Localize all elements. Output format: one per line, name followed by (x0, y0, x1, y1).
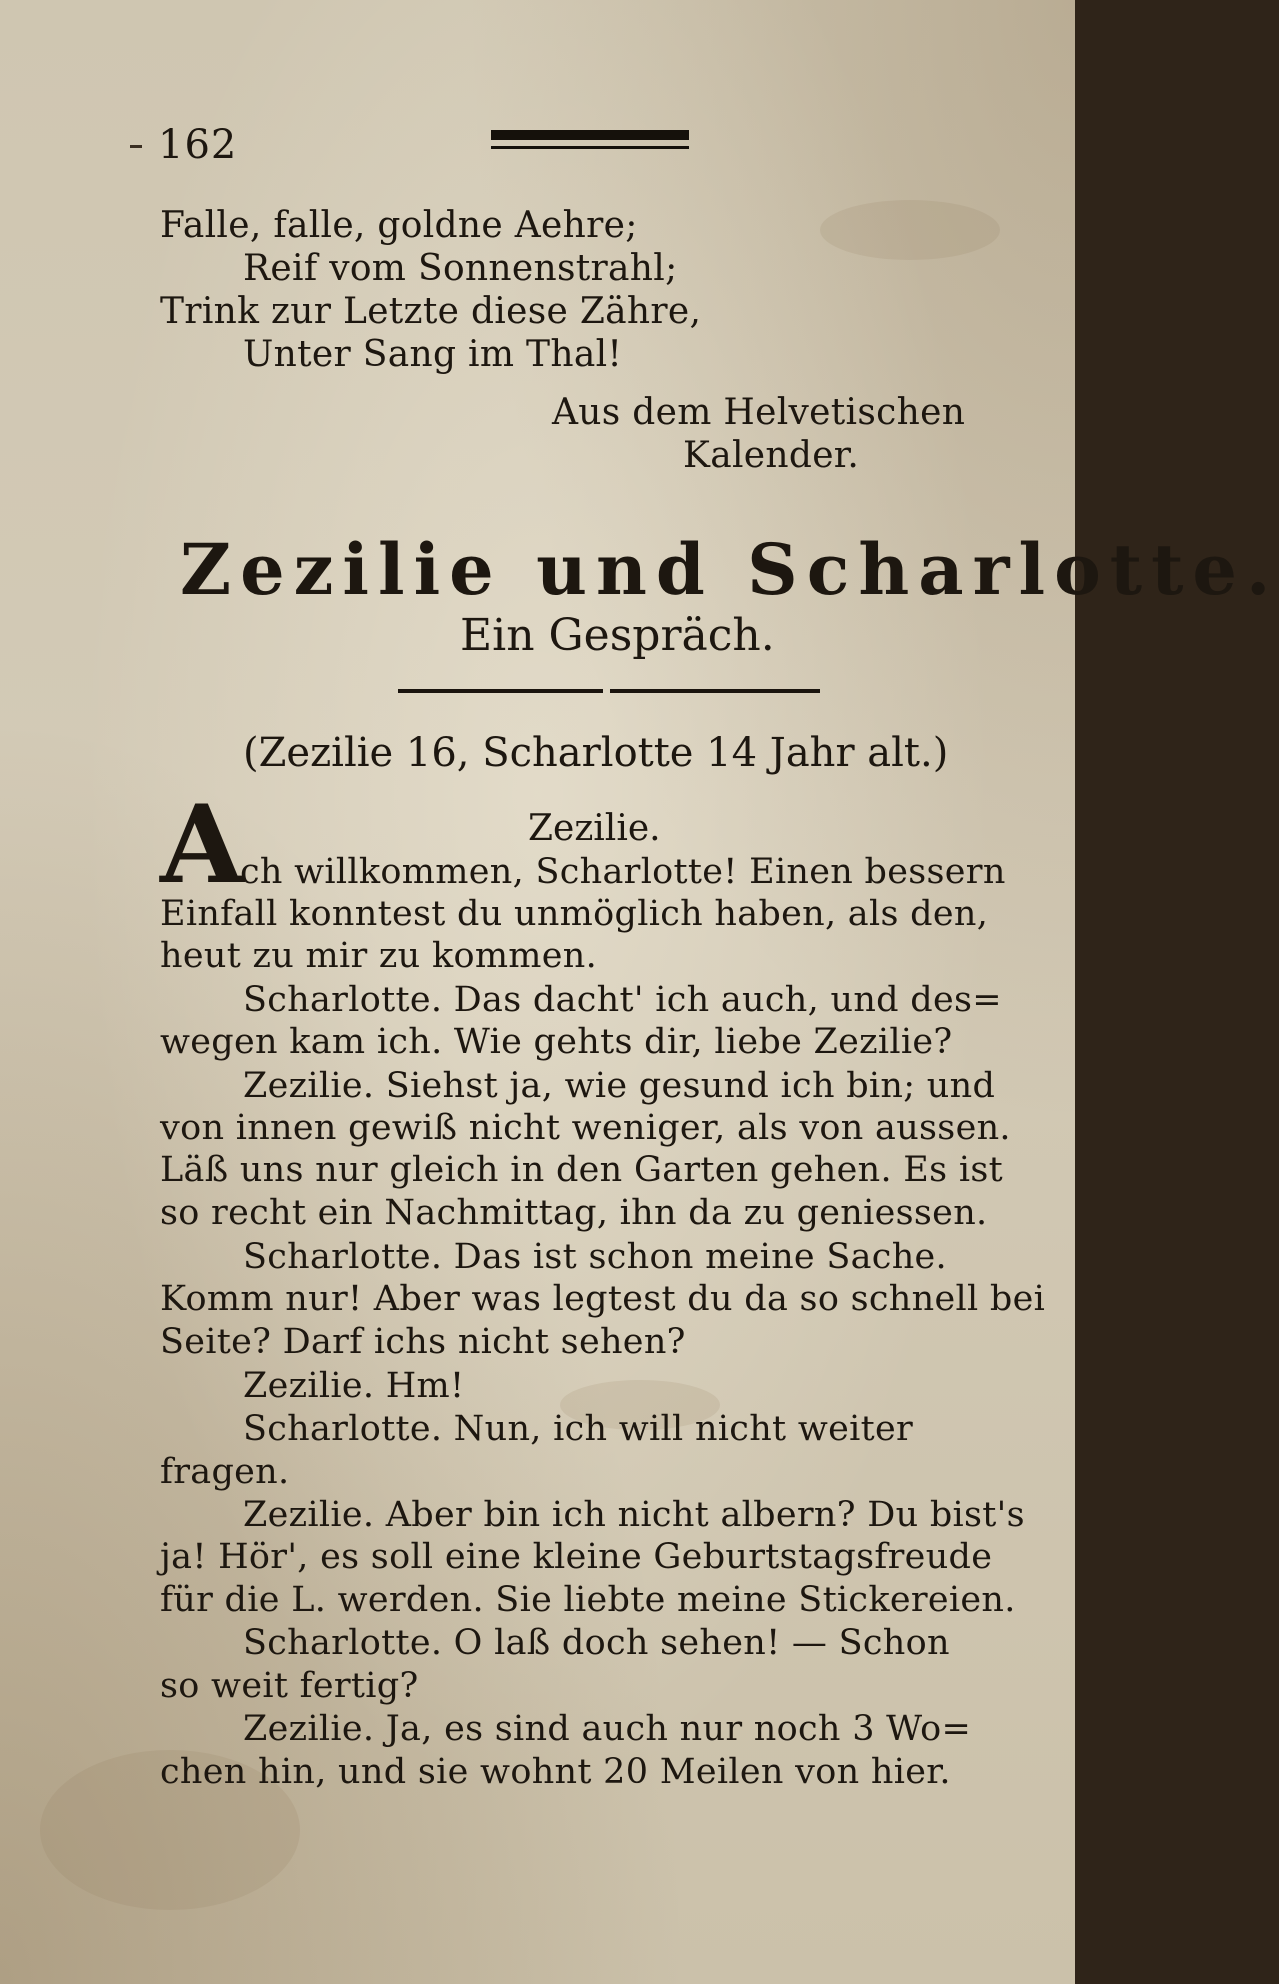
text-line: Seite? Darf ichs nicht sehen? (160, 1322, 686, 1362)
article-title: Zezilie und Scharlotte. (180, 528, 1279, 611)
text-line: wegen kam ich. Wie gehts dir, liebe Zezilie? (160, 1022, 953, 1062)
text-line: Einfall konntest du unmöglich haben, als den, (160, 894, 989, 934)
drop-capital: A (160, 782, 244, 908)
text-line: für die L. werden. Sie liebte meine Stickereien. (160, 1580, 1016, 1620)
text-line: so recht ein Nachmittag, ihn da zu geniessen. (160, 1193, 988, 1233)
section-divider (610, 689, 820, 693)
text-line: so weit fertig? (160, 1666, 419, 1706)
text-line: Zezilie. Siehst ja, wie gesund ich bin; und (243, 1066, 996, 1106)
poem-line: Reif vom Sonnenstrahl; (243, 248, 678, 289)
character-ages: (Zezilie 16, Scharlotte 14 Jahr alt.) (243, 730, 949, 776)
text-line: Zezilie. Hm! (243, 1366, 465, 1406)
text-line: Zezilie. Aber bin ich nicht albern? Du bist's (243, 1495, 1025, 1535)
text-line: Scharlotte. Das dacht' ich auch, und des= (243, 980, 1002, 1020)
header-rule-thick (491, 130, 689, 140)
poem-line: Trink zur Letzte diese Zähre, (160, 291, 702, 332)
source-line: Kalender. (683, 435, 860, 476)
text-line: ja! Hör', es soll eine kleine Geburtstagsfreude (160, 1537, 993, 1577)
text-line: fragen. (160, 1452, 290, 1492)
text-line: chen hin, und sie wohnt 20 Meilen von hier. (160, 1752, 951, 1792)
article-subtitle: Ein Gespräch. (460, 610, 775, 661)
poem-line: Falle, falle, goldne Aehre; (160, 205, 638, 246)
paper-stain (820, 200, 1000, 260)
header-rule-thin (491, 146, 689, 149)
section-divider (398, 689, 603, 693)
text-line: heut zu mir zu kommen. (160, 936, 598, 976)
text-line: Komm nur! Aber was legtest du da so schnell bei (160, 1279, 1046, 1319)
text-line: Scharlotte. Das ist schon meine Sache. (243, 1237, 947, 1277)
text-line: ch willkommen, Scharlotte! Einen bessern (240, 852, 1006, 892)
text-line: Läß uns nur gleich in den Garten gehen. Es ist (160, 1150, 1003, 1190)
source-line: Aus dem Helvetischen (552, 392, 966, 433)
text-line: Zezilie. Ja, es sind auch nur noch 3 Wo= (243, 1709, 972, 1749)
page-corner-mark (130, 145, 142, 148)
page-number: 162 (158, 122, 238, 168)
poem-line: Unter Sang im Thal! (243, 334, 623, 375)
text-line: Scharlotte. Nun, ich will nicht weiter (243, 1409, 914, 1449)
speaker-heading: Zezilie. (528, 808, 661, 849)
text-line: Scharlotte. O laß doch sehen! — Schon (243, 1623, 950, 1663)
text-line: von innen gewiß nicht weniger, als von aussen. (160, 1108, 1011, 1148)
